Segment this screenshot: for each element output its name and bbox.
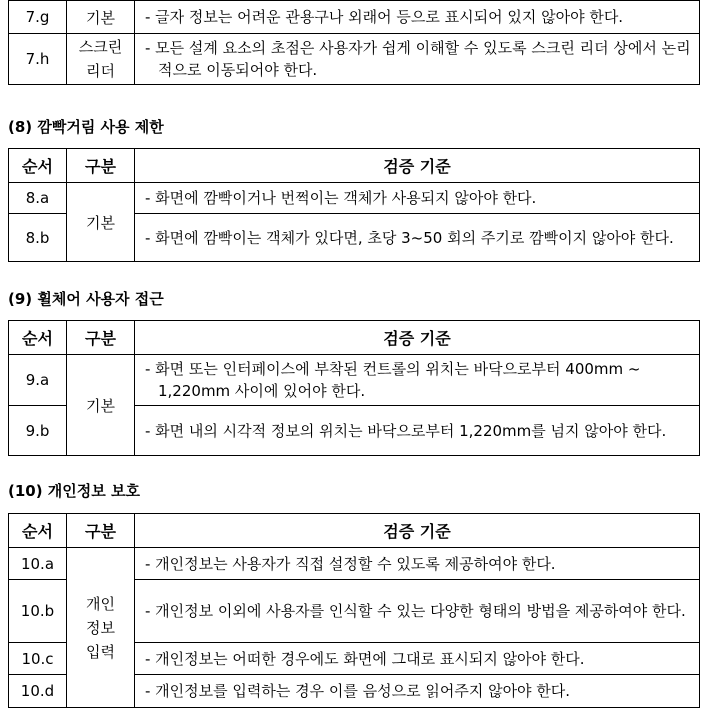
row-category: 스크린 리더 [67, 34, 135, 85]
row-criteria: - 개인정보는 사용자가 직접 설정할 수 있도록 제공하여야 한다. [145, 554, 556, 573]
row-id: 8.b [9, 214, 67, 262]
header-order: 순서 [9, 514, 67, 548]
row-criteria: - 모든 설계 요소의 초점은 사용자가 쉽게 이해할 수 있도록 스크린 리더 상에서 논리적으로 이동되어야 한다. [145, 39, 691, 79]
row-criteria: - 화면 또는 인터페이스에 부착된 컨트롤의 위치는 바닥으로부터 400mm ~ 1,220mm 사이에 있어야 한다. [145, 360, 641, 400]
table-row [9, 183, 700, 214]
section10-table [8, 513, 700, 708]
table-row [9, 34, 700, 85]
row-category: 기본 [67, 1, 135, 34]
header-criteria: 검증 기준 [135, 149, 700, 183]
header-criteria: 검증 기준 [135, 321, 700, 355]
row-id: 8.a [9, 183, 67, 214]
row-category: 개인 정보 입력 [67, 548, 135, 708]
row-id: 10.b [9, 580, 67, 643]
table-row [9, 1, 700, 34]
row-category: 기본 [67, 183, 135, 262]
header-row [9, 514, 700, 548]
row-id: 9.a [9, 355, 67, 406]
header-row [9, 149, 700, 183]
row-id: 10.a [9, 548, 67, 580]
row-criteria: - 화면에 깜빡이거나 번쩍이는 객체가 사용되지 않아야 한다. [145, 189, 537, 207]
row-criteria: - 개인정보 이외에 사용자를 인식할 수 있는 다양한 형태의 방법을 제공하여야 한다. [145, 602, 686, 620]
header-order: 순서 [9, 321, 67, 355]
header-category: 구분 [67, 149, 135, 183]
row-category: 기본 [67, 355, 135, 456]
table-row [9, 548, 700, 580]
header-order: 순서 [9, 149, 67, 183]
row-id: 7.g [9, 1, 67, 34]
row-criteria: - 개인정보를 입력하는 경우 이를 음성으로 읽어주지 않아야 한다. [145, 682, 571, 700]
header-row [9, 321, 700, 355]
section9-table [8, 320, 700, 456]
row-id: 10.c [9, 643, 67, 675]
row-id: 10.d [9, 675, 67, 708]
row-criteria: - 글자 정보는 어려운 관용구나 외래어 등으로 표시되어 있지 않아야 한다. [145, 8, 624, 26]
section8-table [8, 148, 700, 262]
row-id: 7.h [9, 34, 67, 85]
section9-heading: (9) 휠체어 사용자 접근 [8, 290, 164, 308]
row-criteria: - 개인정보는 어떠한 경우에도 화면에 그대로 표시되지 않아야 한다. [145, 649, 585, 668]
section10-heading: (10) 개인정보 보호 [8, 482, 140, 500]
section8-heading: (8) 깜빡거림 사용 제한 [8, 118, 164, 136]
table-row [9, 355, 700, 406]
header-category: 구분 [67, 514, 135, 548]
section7-table [8, 0, 700, 85]
row-id: 9.b [9, 406, 67, 456]
header-category: 구분 [67, 321, 135, 355]
row-criteria: - 화면 내의 시각적 정보의 위치는 바닥으로부터 1,220mm를 넘지 않아야 한다. [145, 421, 667, 440]
header-criteria: 검증 기준 [135, 514, 700, 548]
row-criteria: - 화면에 깜빡이는 객체가 있다면, 초당 3~50 회의 주기로 깜빡이지 않아야 한다. [145, 228, 674, 247]
